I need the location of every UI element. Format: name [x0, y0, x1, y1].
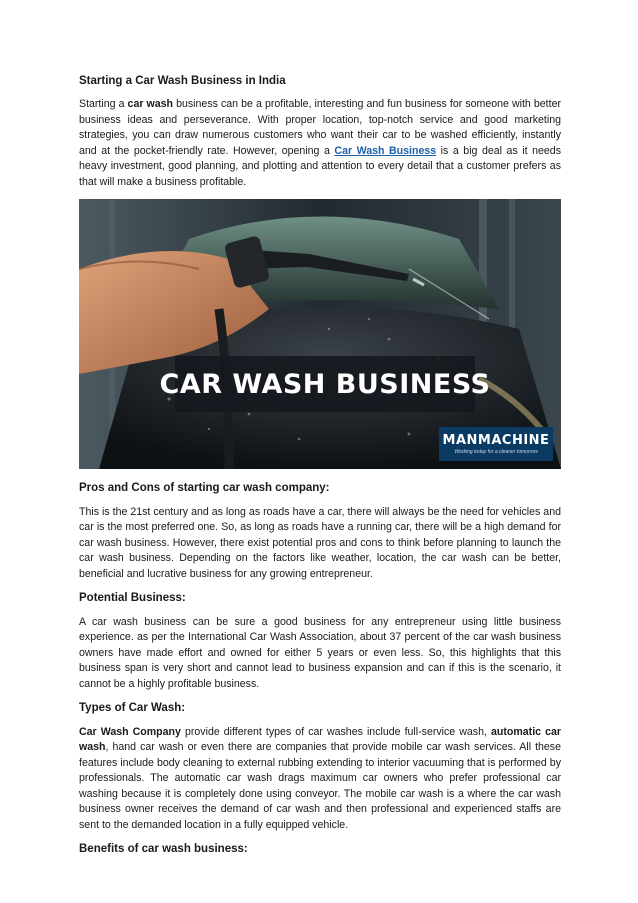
intro-bold-car-wash: car wash	[127, 98, 174, 111]
intro-paragraph	[79, 97, 561, 190]
types-text-a: provide different types of car washes include full-service wash,	[180, 725, 491, 738]
types-paragraph	[79, 725, 561, 834]
intro-text-c: is a big deal as it needs heavy investment, good planning, and plotting and attention to every detail that a customer prefers as that will make a business profitable.	[79, 144, 561, 188]
logo-name: MANMACHINE	[442, 433, 550, 449]
types-bold-company: Car Wash Company	[79, 725, 181, 738]
manmachine-logo	[439, 427, 553, 461]
hero-banner	[159, 356, 491, 412]
heading-benefits: Benefits of car wash business:	[79, 843, 248, 855]
hero-image	[79, 199, 561, 469]
heading-types-car-wash: Types of Car Wash:	[79, 702, 186, 715]
intro-text-a: Starting a	[79, 98, 128, 111]
logo-tagline: Working today for a cleaner tomorrow	[454, 449, 538, 456]
types-bold-automatic: automatic car wash	[79, 725, 561, 753]
document-page	[79, 74, 561, 865]
heading-potential-business: Potential Business:	[79, 592, 186, 605]
heading-pros-cons: Pros and Cons of starting car wash company:	[79, 482, 330, 495]
car-wash-business-link[interactable]: Car Wash Business	[334, 144, 437, 157]
potential-business-paragraph: A car wash business can be sure a good business for any entrepreneur using little business experience. as per the International Car Wash Association, about 37 percent of the car wash business owners have made effort and owned for either 5 years or even less. So, this highlights that this business span is very short and cannot lead to business expansion and can if this is the scenario, it cannot be a highly profitable business.	[79, 615, 561, 690]
heading-starting-car-wash: Starting a Car Wash Business in India	[79, 75, 286, 87]
intro-text-b: business can be a profitable, interesting and fun business for someone with better business ideas and perseverance. With proper location, top-notch service and good marketing strategies, you can draw numerous customers who want their car to be washed efficiently, instantly and at the pocket-friendly rate. However, opening a	[79, 98, 561, 157]
types-text-b: , hand car wash or even there are companies that provide mobile car wash services. All these features include body cleaning to external rubbing extending to interior vacuuming that is performed by professionals. The automatic car wash drags maximum car owners who prefer professional car washing because it is completely done using conveyor. The mobile car wash is a where the car wash business owner receives the demand of car wash and then professional and experienced staffs are sent to the demanded location in a fully equipped vehicle.	[79, 741, 561, 831]
pros-cons-paragraph: This is the 21st century and as long as roads have a car, there will always be the need for vehicles and car is the most preferred one. So, as long as roads have a running car, there will be a high demand for car wash business. However, there exist potential pros and cons to think before planning to launch the car wash business. Depending on the factors like weather, location, the car wash can be better, beneficial and lucrative business for any growing entrepreneur.	[79, 505, 561, 580]
hero-banner-text: CAR WASH BUSINESS	[159, 368, 491, 400]
